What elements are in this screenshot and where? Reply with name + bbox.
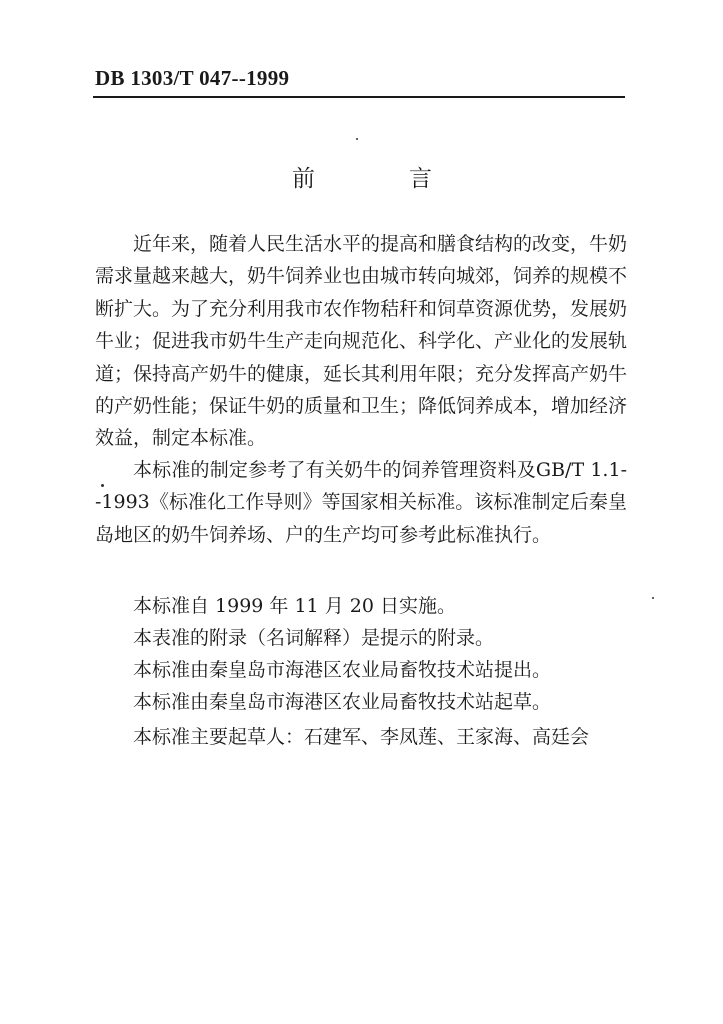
paragraph-drafted-by: 本标准由秦皇岛市海港区农业局畜牧技术站起草。 — [133, 691, 552, 713]
paragraph-background: 近年来，随着人民生活水平的提高和膳食结构的改变，牛奶需求量越来越大，奶牛饲养业也由城市转向城郊，饲养的规模不断扩大。为了充分利用我市农作物秸秆和饲草资源优势，发展奶牛业；促进我市奶牛生产走向规范化、科学化、产业化的发展轨道；保持高产奶牛的健康，延长其利用年限；充分发挥高产奶牛的产奶性能；保证牛奶的质量和卫生；降低饲养成本，增加经济效益，制定本标准。 — [95, 233, 628, 450]
paragraph-appendix: 本表准的附录（名词解释）是提示的附录。 — [133, 627, 495, 649]
scan-speck — [101, 484, 104, 487]
section-title — [292, 164, 432, 194]
paragraph-proposed-by: 本标准由秦皇岛市海港区农业局畜牧技术站提出。 — [133, 659, 552, 681]
title-char-2: 言 — [409, 166, 432, 192]
header-divider — [93, 96, 625, 98]
paragraph-drafters: 本标准主要起草人：石建军、李凤莲、王家海、高廷会 — [133, 726, 590, 748]
paragraph-references: 本标准的制定参考了有关奶牛的饲养管理资料及GB/T 1.1--1993《标准化工作导则》等国家相关标准。该标准制定后秦皇岛地区的奶牛饲养场、户的生产均可参考此标准执行。 — [95, 459, 627, 546]
title-char-1: 前 — [292, 166, 315, 192]
paragraph-effective-date: 本标准自 1999 年 11 月 20 日实施。 — [133, 595, 456, 617]
scan-speck — [652, 597, 654, 599]
scan-speck — [356, 138, 358, 140]
standard-code: DB 1303/T 047--1999 — [95, 66, 290, 90]
